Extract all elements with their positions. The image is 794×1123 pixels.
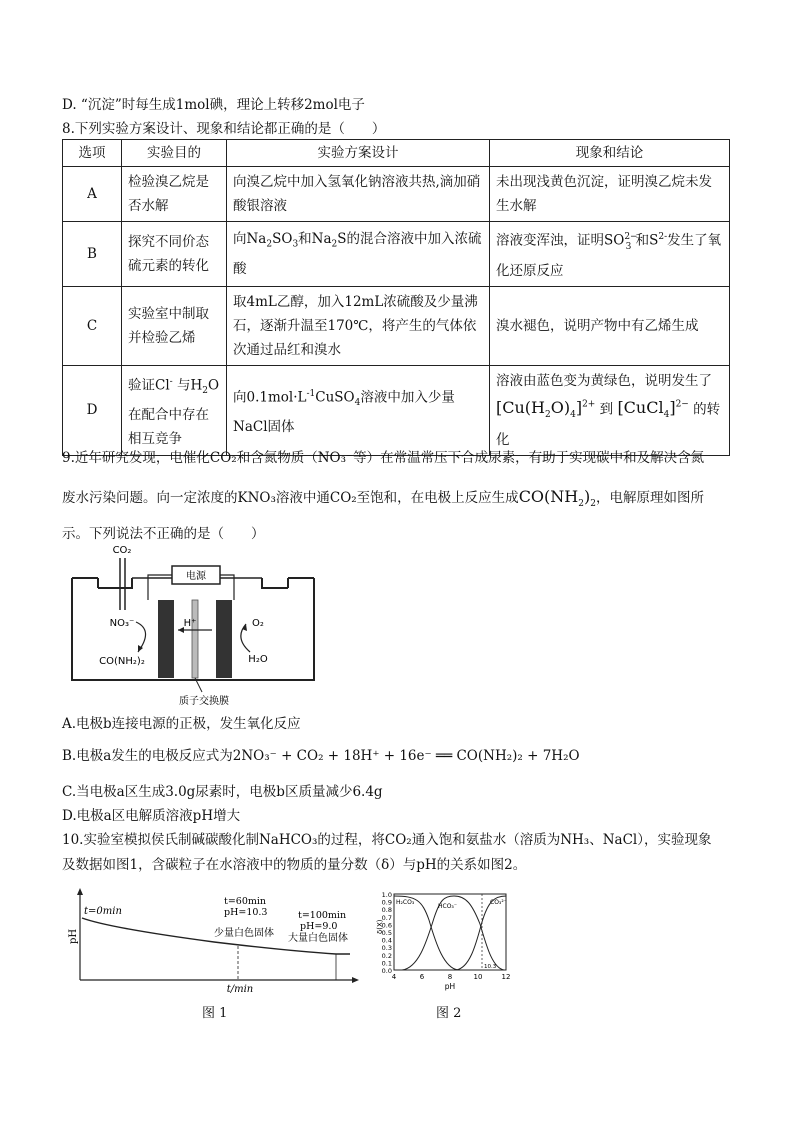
row-result: 溶液由蓝色变为黄绿色，说明发生了 $[Cu(H_2O)_4]^{2+}$ 到 [CuCl$_4$]$^{2-}$ 的转化 <box>490 366 730 456</box>
figure-2-distribution <box>374 890 512 996</box>
fig2-xtick: 4 <box>391 973 397 981</box>
q8-table <box>62 139 730 456</box>
row-option: C <box>63 287 122 366</box>
header-design: 实验方案设计 <box>227 140 490 167</box>
q9-option-d: D.电极a区电解质溶液pH增大 <box>62 808 241 824</box>
h-label: H⁺ <box>183 618 197 629</box>
fig1-small-solid: 少量白色固体 <box>214 928 274 939</box>
row-option: D <box>63 366 122 456</box>
table-row <box>63 366 730 456</box>
membrane <box>192 600 198 678</box>
table-header-row <box>63 140 730 167</box>
fig2-ytick: 0.5 <box>381 929 392 937</box>
fig2-xtick: 10 <box>473 973 483 981</box>
fig1-ylabel: pH <box>68 928 79 944</box>
row-result: 未出现浅黄色沉淀，证明溴乙烷未发生水解 <box>490 167 730 222</box>
electrolysis-diagram <box>62 538 324 708</box>
fig1-t100: t=100min <box>298 910 347 921</box>
figure-1-ph-curve <box>64 886 360 996</box>
table-row <box>63 222 730 287</box>
q9-stem-line1: 9.近年研究发现，电催化CO₂和含氮物质（NO₃⁻等）在常温常压下合成尿素，有助于实现碳中和及解决含氮 <box>62 450 705 466</box>
table-row <box>63 167 730 222</box>
q10-stem-line1: 10.实验室模拟侯氏制碱碳酸化制NaHCO₃的过程，将CO₂通入饱和氨盐水（溶质为NH₃、NaCl），实验现象 <box>62 832 712 848</box>
header-purpose: 实验目的 <box>122 140 227 167</box>
co2-label: CO₂ <box>112 545 132 556</box>
fig2-ytick: 1.0 <box>381 891 392 899</box>
row-design: 取4mL乙醇，加入12mL浓硫酸及少量沸石，逐渐升温至170℃，将产生的气体依次通过品红和溴水 <box>227 287 490 366</box>
fig2-ytick: 0.7 <box>381 913 392 922</box>
membrane-label: 质子交换膜 <box>179 696 229 707</box>
figure-1-caption: 图 1 <box>202 1006 228 1021</box>
row-option: B <box>63 222 122 287</box>
row-result: 溴水褪色，说明产物中有乙烯生成 <box>490 287 730 366</box>
q8-stem: 8.下列实验方案设计、现象和结论都正确的是（ ） <box>62 121 386 137</box>
q10-stem-line2: 及数据如图1，含碳粒子在水溶液中的物质的量分数（δ）与pH的关系如图2。 <box>62 857 527 873</box>
fig1-ph60: pH=10.3 <box>224 907 268 918</box>
fig2-species-co3: CO₃²⁻ <box>490 899 507 906</box>
fig2-xlabel: pH <box>444 982 456 991</box>
fig2-xtick: 6 <box>419 973 425 981</box>
fig2-xtick: 8 <box>447 973 453 981</box>
row-option: A <box>63 167 122 222</box>
fig1-t60: t=60min <box>224 896 267 907</box>
fig1-ph100: pH=9.0 <box>300 921 338 932</box>
fig2-ytick: 0.2 <box>381 951 392 960</box>
q9-option-a: A.电极b连接电源的正极，发生氧化反应 <box>62 716 301 732</box>
fig2-ytick: 0.9 <box>381 898 392 907</box>
fig2-xtick: 12 <box>501 973 511 981</box>
row-purpose: 检验溴乙烷是否水解 <box>122 167 227 222</box>
power-label: 电源 <box>186 571 206 582</box>
urea-label: CO(NH₂)₂ <box>99 656 145 667</box>
row-design: 向$Na_2SO_3$和$Na_2S$的混合溶液中加入浓硫酸 <box>227 222 490 287</box>
table-row <box>63 287 730 366</box>
fig1-t0: t=0min <box>84 906 122 917</box>
row-design: 向溴乙烷中加入氢氧化钠溶液共热,滴加硝酸银溶液 <box>227 167 490 222</box>
fig1-large-solid: 大量白色固体 <box>288 933 348 944</box>
row-design: 向$0.1mol\cdot L^{-1}CuSO_4$溶液中加入少量NaCl固体 <box>227 366 490 456</box>
electrode-b <box>216 600 232 678</box>
q9-stem-line2: 废水污染问题。向一定浓度的KNO₃溶液中通CO₂至饱和，在电极上反应生成$CO(NH_2)_2$，电解原理如图所 <box>62 487 704 510</box>
fig2-mark: 10.3 <box>484 964 497 970</box>
fig2-ytick: 0.4 <box>381 936 392 945</box>
header-option: 选项 <box>63 140 122 167</box>
fig2-ylabel: δ(X) <box>376 919 384 934</box>
row-purpose: 验证Cl- 与$H_2O$在配合中存在相互竞争 <box>122 366 227 456</box>
q9-option-b: B.电极a发生的电极反应式为2NO₃⁻ + CO₂ + 18H⁺ + 16e⁻ ══ CO(NH₂)₂ + 7H₂O <box>62 748 580 764</box>
fig2-ytick: 0.3 <box>381 944 392 953</box>
fig2-ytick: 0.0 <box>381 967 392 975</box>
row-purpose: 实验室中制取并检验乙烯 <box>122 287 227 366</box>
fig2-species-hco3: HCO₃⁻ <box>438 903 457 910</box>
o2-label: O₂ <box>252 618 264 629</box>
fig2-ytick: 0.1 <box>381 959 392 968</box>
q7-option-d: D. “沉淀”时每生成1mol碘，理论上转移2mol电子 <box>62 97 365 113</box>
fig2-ytick: 0.6 <box>381 921 392 930</box>
fig2-ytick: 0.8 <box>381 906 392 915</box>
figure-2-caption: 图 2 <box>436 1006 462 1021</box>
q9-stem-line3: 示。下列说法不正确的是（ ） <box>62 526 265 542</box>
row-result: 溶液变浑浊，证明$SO^{2-}_3$ 和$S^{2-}$发生了氧化还原反应 <box>490 222 730 287</box>
q9-option-c: C.当电极a区生成3.0g尿素时，电极b区质量减少6.4g <box>62 784 383 800</box>
no3-label: NO₃⁻ <box>109 618 135 629</box>
h2o-label: H₂O <box>248 654 268 665</box>
header-result: 现象和结论 <box>490 140 730 167</box>
electrode-a <box>158 600 174 678</box>
fig2-species-h2co3: H₂CO₃ <box>396 899 415 906</box>
fig2-co3-curve <box>456 896 506 970</box>
row-purpose: 探究不同价态硫元素的转化 <box>122 222 227 287</box>
fig1-xlabel: t/min <box>226 984 254 995</box>
